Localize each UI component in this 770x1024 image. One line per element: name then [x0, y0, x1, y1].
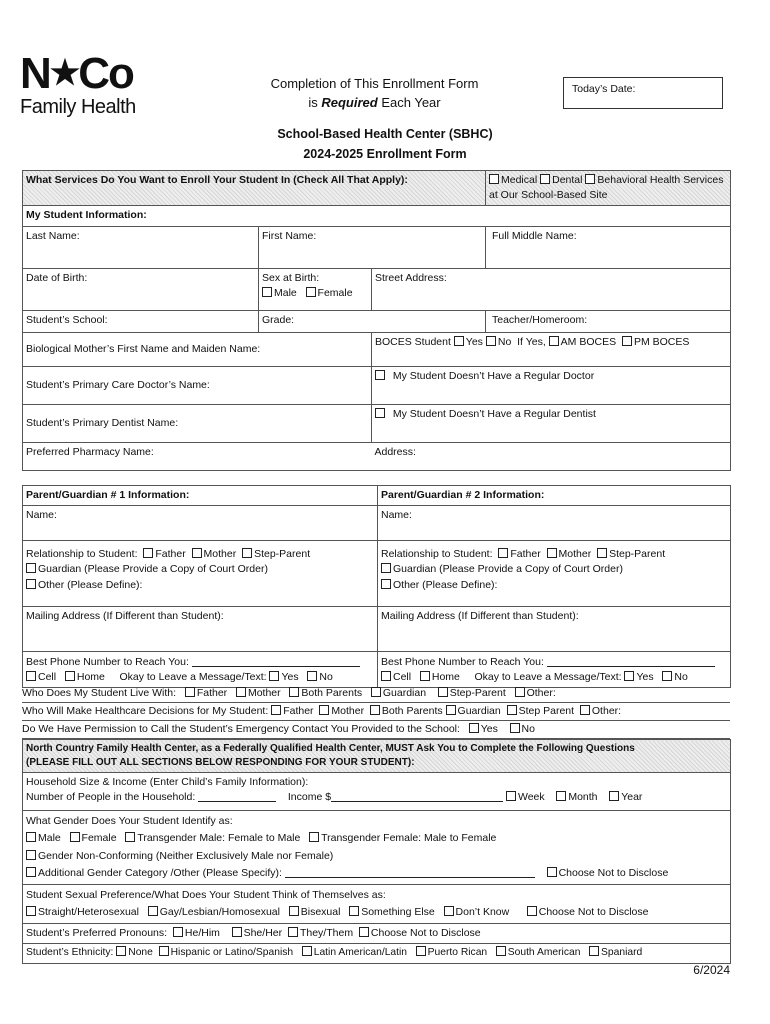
pm-boces-checkbox[interactable]	[622, 336, 632, 346]
form-title-line1: School-Based Health Center (SBHC)	[277, 127, 493, 141]
fqhc-table	[22, 739, 731, 964]
year-checkbox[interactable]	[609, 791, 619, 801]
services-question: What Services Do You Want to Enroll Your Student In (Check All That Apply):	[23, 171, 486, 206]
school-field[interactable]: Student’s School:	[23, 310, 259, 332]
logo-n: N	[20, 49, 50, 98]
guardian1-name-field[interactable]: Name:	[23, 506, 378, 541]
mother-name-field[interactable]: Biological Mother’s First Name and Maiden Name:	[23, 332, 372, 366]
student-info-heading: My Student Information:	[23, 206, 731, 226]
gender-nonconforming-checkbox[interactable]	[26, 850, 36, 860]
pref-bisexual-checkbox[interactable]	[289, 906, 299, 916]
completion-note: Completion of This Enrollment Form is Required Each Year	[232, 74, 517, 112]
permission-row: Do We Have Permission to Call the Student’s Emergency Contact You Provided to the School: Yes No	[22, 721, 730, 739]
g2-home-checkbox[interactable]	[420, 671, 430, 681]
gender-trans-female-checkbox[interactable]	[309, 832, 319, 842]
guardian2-mailing-field[interactable]: Mailing Address (If Different than Student):	[378, 607, 731, 652]
last-name-field[interactable]: Last Name:	[23, 226, 259, 268]
g2-step-checkbox[interactable]	[597, 548, 607, 558]
first-name-field[interactable]: First Name:	[259, 226, 486, 268]
guardian-table	[22, 485, 731, 688]
todays-date-field[interactable]	[563, 77, 723, 109]
g1-cell-checkbox[interactable]	[26, 671, 36, 681]
fqhc-notice: North Country Family Health Center, as a Federally Qualified Health Center, MUST Ask You to Complete the Following Questions (PLEASE FILL OUT ALL SECTIONS BELOW RESPONDING FOR YOUR STUDENT):	[23, 740, 731, 773]
gender-section: What Gender Does Your Student Identify as: Male Female Transgender Male: Female to Male Transgender Female: Male to Female Gender Non-Conforming (Neither Exclusively Male nor Female) Additional Gender Category /Other (Please Specify): Choose Not to Disclose	[23, 811, 731, 885]
dental-checkbox[interactable]	[540, 174, 550, 184]
teacher-field[interactable]: Teacher/Homeroom:	[486, 310, 731, 332]
month-checkbox[interactable]	[556, 791, 566, 801]
dob-field[interactable]: Date of Birth:	[23, 268, 259, 310]
completion-line1: Completion of This Enrollment Form	[270, 76, 479, 91]
g1-step-checkbox[interactable]	[242, 548, 252, 558]
live-other-checkbox[interactable]	[515, 687, 525, 697]
g2-father-checkbox[interactable]	[498, 548, 508, 558]
pronouns-row: Student’s Preferred Pronouns: He/Him She/Her They/Them Choose Not to Disclose	[23, 923, 731, 943]
pref-dont-know-checkbox[interactable]	[444, 906, 454, 916]
boces-yes-checkbox[interactable]	[454, 336, 464, 346]
household-section: Household Size & Income (Enter Child’s Family Information): Number of People in the Household: Income $ Week Month Year	[23, 773, 731, 811]
doctor-name-field[interactable]: Student’s Primary Care Doctor’s Name:	[23, 366, 372, 404]
pharmacy-address-field[interactable]: Address:	[372, 442, 731, 470]
gender-male-checkbox[interactable]	[26, 832, 36, 842]
g2-msg-yes-checkbox[interactable]	[624, 671, 634, 681]
student-info-table	[22, 170, 731, 471]
g2-msg-no-checkbox[interactable]	[662, 671, 672, 681]
live-guardian-checkbox[interactable]	[371, 687, 381, 697]
eth-latin-checkbox[interactable]	[302, 946, 312, 956]
gender-trans-male-checkbox[interactable]	[125, 832, 135, 842]
dec-both-checkbox[interactable]	[370, 705, 380, 715]
eth-south-american-checkbox[interactable]	[496, 946, 506, 956]
form-title	[180, 124, 590, 164]
street-address-field[interactable]: Street Address:	[372, 268, 731, 310]
g1-msg-yes-checkbox[interactable]	[269, 671, 279, 681]
g1-mother-checkbox[interactable]	[192, 548, 202, 558]
live-father-checkbox[interactable]	[185, 687, 195, 697]
required-emphasis: Required	[321, 95, 378, 110]
g2-guardian-checkbox[interactable]	[381, 563, 391, 573]
g1-phone-input[interactable]	[192, 656, 360, 667]
female-checkbox[interactable]	[306, 287, 316, 297]
live-both-checkbox[interactable]	[289, 687, 299, 697]
services-options: Medical Dental Behavioral Health Services at Our School-Based Site	[486, 171, 731, 206]
week-checkbox[interactable]	[506, 791, 516, 801]
behavioral-checkbox[interactable]	[585, 174, 595, 184]
dec-step-checkbox[interactable]	[507, 705, 517, 715]
pron-they-checkbox[interactable]	[288, 927, 298, 937]
no-doctor-checkbox[interactable]	[375, 370, 385, 380]
eth-puerto-rican-checkbox[interactable]	[416, 946, 426, 956]
logo	[20, 49, 150, 119]
gender-female-checkbox[interactable]	[70, 832, 80, 842]
logo-subtitle: Family Health	[20, 96, 136, 118]
male-checkbox[interactable]	[262, 287, 272, 297]
middle-name-field[interactable]: Full Middle Name:	[486, 226, 731, 268]
guardian2-relationship: Relationship to Student: Father Mother Step-Parent Guardian (Please Provide a Copy of Court Order) Other (Please Define):	[378, 541, 731, 607]
g2-cell-checkbox[interactable]	[381, 671, 391, 681]
lives-with-row: Who Does My Student Live With: Father Mother Both Parents Guardian Step-Parent Other:	[22, 685, 730, 703]
pharmacy-field[interactable]: Preferred Pharmacy Name:	[23, 442, 372, 470]
guardian1-relationship: Relationship to Student: Father Mother Step-Parent Guardian (Please Provide a Copy of Court Order) Other (Please Define):	[23, 541, 378, 607]
sex-field: Sex at Birth: Male Female	[259, 268, 372, 310]
g1-msg-no-checkbox[interactable]	[307, 671, 317, 681]
guardian2-phone: Best Phone Number to Reach You: Cell Home Okay to Leave a Message/Text: Yes No	[378, 652, 731, 688]
todays-date-label: Today’s Date:	[572, 83, 636, 95]
g2-phone-input[interactable]	[547, 656, 715, 667]
income-input[interactable]	[331, 791, 503, 802]
guardian1-phone: Best Phone Number to Reach You: Cell Home Okay to Leave a Message/Text: Yes No	[23, 652, 378, 688]
pref-gay-checkbox[interactable]	[148, 906, 158, 916]
gender-additional-checkbox[interactable]	[26, 867, 36, 877]
eth-spaniard-checkbox[interactable]	[589, 946, 599, 956]
logo-co: Co	[78, 49, 133, 98]
household-size-input[interactable]	[198, 791, 276, 802]
guardian1-mailing-field[interactable]: Mailing Address (If Different than Student):	[23, 607, 378, 652]
no-dentist-option: My Student Doesn’t Have a Regular Dentist	[372, 404, 731, 442]
live-mother-checkbox[interactable]	[236, 687, 246, 697]
medical-checkbox[interactable]	[489, 174, 499, 184]
g1-guardian-checkbox[interactable]	[26, 563, 36, 573]
g1-father-checkbox[interactable]	[143, 548, 153, 558]
dec-father-checkbox[interactable]	[271, 705, 281, 715]
form-title-line2: 2024-2025 Enrollment Form	[303, 147, 467, 161]
decisions-row: Who Will Make Healthcare Decisions for My Student: Father Mother Both Parents Guardian Step Parent Other:	[22, 703, 730, 721]
no-doctor-option: My Student Doesn’t Have a Regular Doctor	[372, 366, 731, 404]
no-dentist-checkbox[interactable]	[375, 408, 385, 418]
boces-no-checkbox[interactable]	[486, 336, 496, 346]
dec-mother-checkbox[interactable]	[319, 705, 329, 715]
preference-section: Student Sexual Preference/What Does Your Student Think of Themselves as: Straight/Heterosexual Gay/Lesbian/Homosexual Bisexual Something Else Don’t Know Choose Not to Disclose	[23, 885, 731, 924]
eth-none-checkbox[interactable]	[116, 946, 126, 956]
pron-she-checkbox[interactable]	[232, 927, 242, 937]
guardian2-name-field[interactable]: Name:	[378, 506, 731, 541]
g2-mother-checkbox[interactable]	[547, 548, 557, 558]
g1-other-checkbox[interactable]	[26, 579, 36, 589]
pref-something-else-checkbox[interactable]	[349, 906, 359, 916]
eth-hispanic-checkbox[interactable]	[159, 946, 169, 956]
perm-yes-checkbox[interactable]	[469, 723, 479, 733]
boces-field: BOCES Student Yes No If Yes, AM BOCES PM BOCES	[372, 332, 731, 366]
dentist-name-field[interactable]: Student’s Primary Dentist Name:	[23, 404, 372, 442]
dec-guardian-checkbox[interactable]	[446, 705, 456, 715]
grade-field[interactable]: Grade:	[259, 310, 486, 332]
ethnicity-row: Student’s Ethnicity: None Hispanic or Latino/Spanish Latin American/Latin Puerto Rican South American Spaniard	[23, 944, 731, 964]
pron-he-checkbox[interactable]	[173, 927, 183, 937]
pron-choose-not-checkbox[interactable]	[359, 927, 369, 937]
perm-no-checkbox[interactable]	[510, 723, 520, 733]
guardian2-heading: Parent/Guardian # 2 Information:	[378, 486, 731, 506]
pref-straight-checkbox[interactable]	[26, 906, 36, 916]
dec-other-checkbox[interactable]	[580, 705, 590, 715]
guardian1-heading: Parent/Guardian # 1 Information:	[23, 486, 378, 506]
g2-other-checkbox[interactable]	[381, 579, 391, 589]
gender-additional-input[interactable]	[285, 867, 535, 878]
am-boces-checkbox[interactable]	[549, 336, 559, 346]
live-step-checkbox[interactable]	[438, 687, 448, 697]
pref-choose-not-checkbox[interactable]	[527, 906, 537, 916]
logo-star-icon: ★	[49, 54, 79, 92]
gender-choose-not-checkbox[interactable]	[547, 867, 557, 877]
g1-home-checkbox[interactable]	[65, 671, 75, 681]
version-date: 6/2024	[693, 963, 730, 977]
